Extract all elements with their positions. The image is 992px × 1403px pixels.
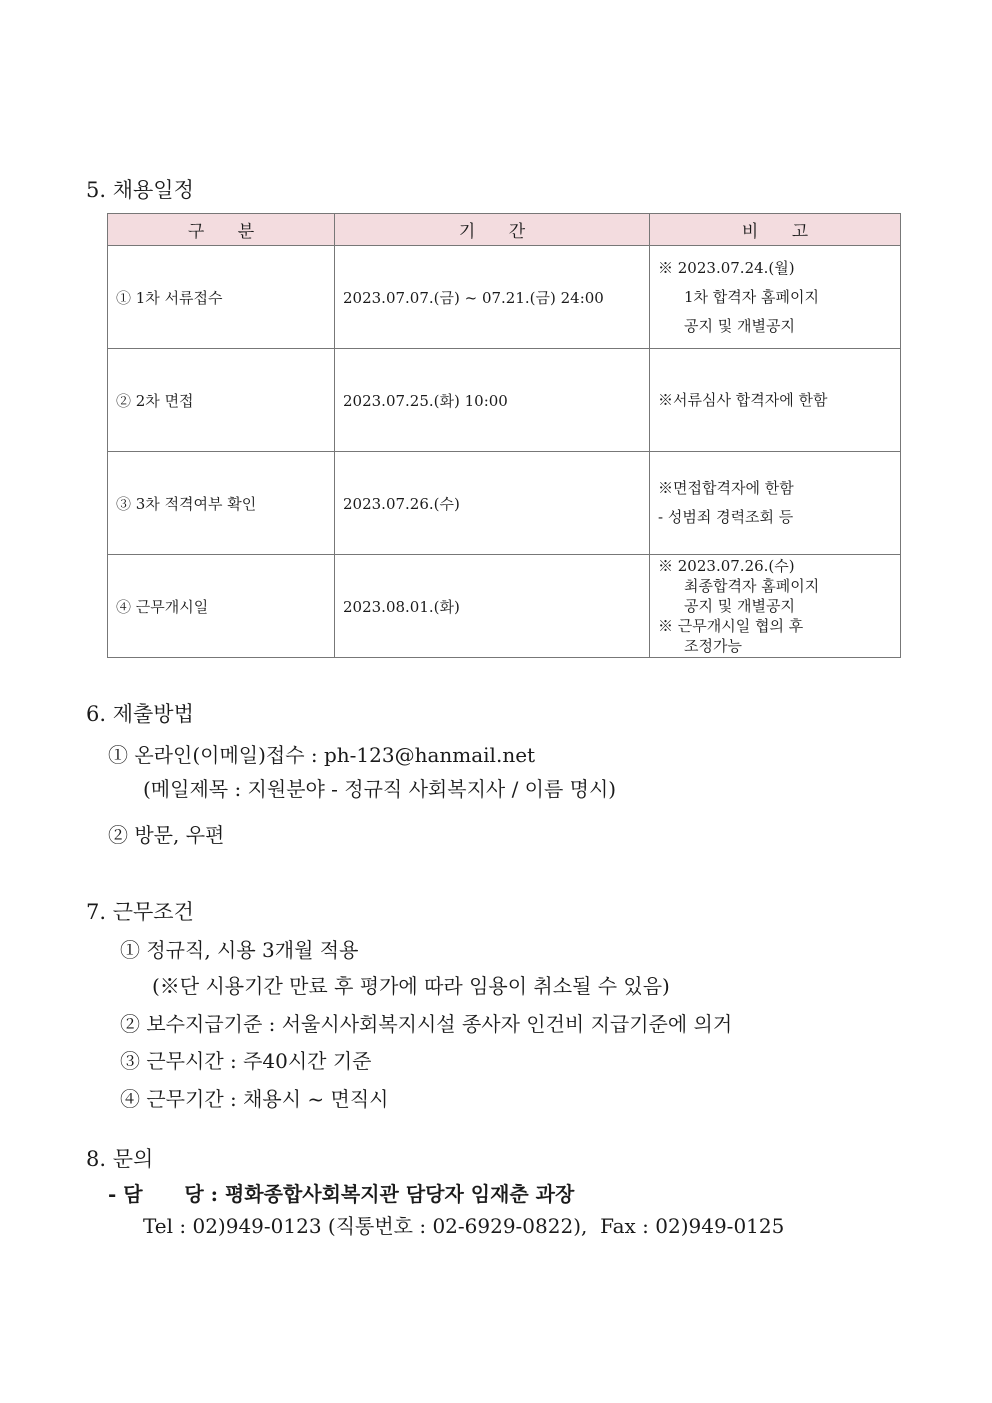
submit-online-note: (메일제목 : 지원분야 - 정규직 사회복지사 / 이름 명시) [143, 777, 617, 801]
section-5-title: 5. 채용일정 [86, 178, 194, 202]
schedule-table [107, 213, 901, 658]
note-line: 공지 및 개별공지 [684, 597, 795, 615]
header-remarks: 비 고 [650, 214, 901, 246]
row-notes [650, 555, 901, 658]
row-label: ② 2차 면접 [108, 349, 335, 452]
note-line: ※ 2023.07.26.(수) [658, 557, 795, 575]
contact-person: - 담 당 : 평화종합사회복지관 담당자 임재춘 과장 [108, 1182, 575, 1206]
note-line: 최종합격자 홈페이지 [684, 577, 820, 595]
row-period: 2023.07.07.(금) ~ 07.21.(금) 24:00 [335, 246, 650, 349]
note-line: 조정가능 [684, 637, 742, 655]
table-row [108, 452, 901, 555]
note-line: ※면접합격자에 한함 [658, 479, 794, 497]
row-label: ① 1차 서류접수 [108, 246, 335, 349]
note-line: - 성범죄 경력조회 등 [658, 508, 794, 526]
note-line: 1차 합격자 홈페이지 [684, 287, 820, 306]
condition-1-note: (※단 시용기간 만료 후 평가에 따라 임용이 취소될 수 있음) [152, 974, 670, 998]
condition-4: ④ 근무기간 : 채용시 ~ 면직시 [120, 1087, 389, 1111]
section-8-title: 8. 문의 [86, 1147, 154, 1171]
note-line: ※ 2023.07.24.(월) [658, 258, 795, 277]
submit-online: ① 온라인(이메일)접수 : ph-123@hanmail.net [108, 743, 536, 767]
table-row [108, 349, 901, 452]
table-row [108, 246, 901, 349]
row-notes [650, 452, 901, 555]
row-label: ③ 3차 적격여부 확인 [108, 452, 335, 555]
row-label: ④ 근무개시일 [108, 555, 335, 658]
row-period: 2023.07.25.(화) 10:00 [335, 349, 650, 452]
section-7-title: 7. 근무조건 [86, 900, 194, 924]
note-line: 공지 및 개별공지 [684, 316, 795, 335]
note-line: ※ 근무개시일 협의 후 [658, 617, 804, 635]
submit-visit: ② 방문, 우편 [108, 823, 225, 847]
header-category: 구 분 [108, 214, 335, 246]
row-period: 2023.07.26.(수) [335, 452, 650, 555]
note-line: ※서류심사 합격자에 한함 [658, 390, 828, 409]
condition-2: ② 보수지급기준 : 서울시사회복지시설 종사자 인건비 지급기준에 의거 [120, 1012, 733, 1036]
table-header-row [108, 214, 901, 246]
row-period: 2023.08.01.(화) [335, 555, 650, 658]
row-notes [650, 246, 901, 349]
section-6-title: 6. 제출방법 [86, 702, 194, 726]
table-row [108, 555, 901, 658]
condition-3: ③ 근무시간 : 주40시간 기준 [120, 1049, 372, 1073]
contact-phone: Tel : 02)949-0123 (직통번호 : 02-6929-0822), Fax : 02)949-0125 [143, 1214, 785, 1238]
header-period: 기 간 [335, 214, 650, 246]
condition-1: ① 정규직, 시용 3개월 적용 [120, 938, 359, 962]
row-notes [650, 349, 901, 452]
